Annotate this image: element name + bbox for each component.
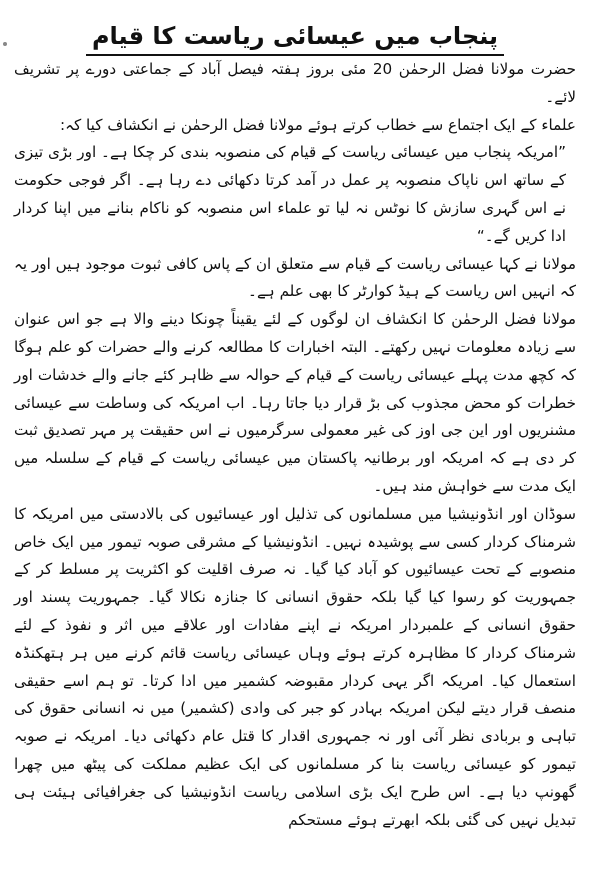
paragraph-revelation: مولانا فضل الرحمٰن کا انکشاف ان لوگوں کے لئے یقیناً چونکا دینے والا ہے جو اس عنوان سے زیادہ معلومات نہیں رکھتے۔ البتہ اخبارات کا مطالعہ کرنے والے حضرات کو علم ہوگا کہ کچھ مدت پہلے عیسائی ریاست کے قیام کے حوالہ سے ظاہر کئے جانے والے خدشات اور خطرات کو محض مجذوب کی بڑ قرار دیا جاتا رہا۔ اب امریکہ کی وساطت سے عیسائی مشنریوں اور این جی اوز کی غیر معمولی سرگرمیوں نے اس حقیقت پر مہر تصدیق ثبت کر دی ہے کہ امریکہ اور برطانیہ پاکستان میں عیسائی ریاست کے قیام کے سلسلہ میں ایک مدت سے خواہش مند ہیں۔ — [14, 310, 576, 495]
paragraph-evidence: مولانا نے کہا عیسائی ریاست کے قیام سے متعلق ان کے پاس کافی ثبوت موجود ہیں اور یہ کہ انہیں اس ریاست کے ہیڈ کوارٹر کا بھی علم ہے۔ — [13, 254, 576, 301]
article-title: پنجاب میں عیسائی ریاست کا قیام — [86, 20, 504, 56]
paragraph-quote: ”امریکہ پنجاب میں عیسائی ریاست کے قیام کی منصوبہ بندی کر چکا ہے۔ اور بڑی تیزی کے ساتھ اس ناپاک منصوبہ پر عمل در آمد کرتا دکھائی دے رہا ہے۔ اگر فوجی حکومت نے اس گہری سازش کا نوٹس نہ لیا تو علماء اس منصوبہ کو ناکام بنانے میں اپنا کردار ادا کریں گے۔“ — [14, 143, 566, 245]
paragraph-intro: حضرت مولانا فضل الرحمٰن 20 مئی بروز ہفتہ فیصل آباد کے جماعتی دورے پر تشریف لائے۔ — [14, 60, 576, 106]
article-body — [14, 56, 576, 834]
paragraph-gathering: علماء کے ایک اجتماع سے خطاب کرتے ہوئے مولانا فضل الرحمٰن نے انکشاف کیا کہ: — [59, 115, 576, 134]
title-block — [14, 4, 576, 51]
paragraph-sudan-indonesia: سوڈان اور انڈونیشیا میں مسلمانوں کی تذلیل اور عیسائیوں کی بالادستی میں امریکہ کا شرمناک کردار کسی سے پوشیدہ نہیں۔ انڈونیشیا کے مشرقی صوبہ تیمور میں ایک خاص منصوبے کے تحت عیسائیوں کو آباد کیا گیا۔ نہ صرف اقلیت کو اکثریت پر مسلط کر کے جمہوریت کو رسوا کیا گیا بلکہ حقوق انسانی کا جنازہ نکالا گیا۔ جمہوریت پسند اور حقوق انسانی کے علمبردار امریکہ نے اپنے مفادات اور علاقے میں اثر و نفوذ کے لئے شرمناک کردار کا مظاہرہ کرتے ہوئے وہاں عیسائی ریاست قائم کرنے میں ہر ہتھکنڈہ استعمال کیا۔ امریکہ اگر یہی کردار مقبوضہ کشمیر میں ادا کرتا۔ تو ہم اسے حقیقی منصف قرار دیتے لیکن امریکہ بہادر کو جبر کی وادی (کشمیر) میں نہ انسانی حقوق کی تباہی و بربادی نظر آئی اور نہ جمہوری اقدار کا قتل عام دکھائی دیا۔ امریکہ نے صوبہ تیمور کو عیسائی ریاست بنا کر مسلمانوں کی ایک عظیم مملکت کی پیٹھ میں چھرا گھونپ دیا ہے۔ اس طرح ایک بڑی اسلامی ریاست انڈونیشیا کی جغرافیائی ہیئت ہی تبدیل نہیں کی گئی بلکہ ابھرتے ہوئے مستحکم — [14, 504, 576, 829]
margin-dot — [3, 42, 7, 46]
